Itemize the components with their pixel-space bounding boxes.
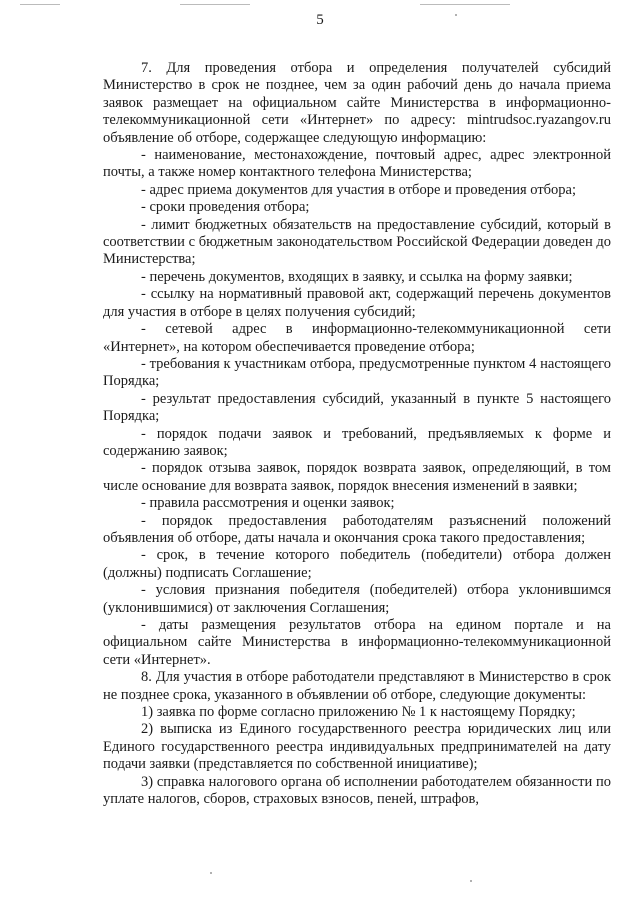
paragraph: - сетевой адрес в информационно-телекоммуникационной сети «Интернет», на котором обеспечивается проведение отбора; bbox=[103, 321, 611, 355]
paragraph: - правила рассмотрения и оценки заявок; bbox=[141, 495, 395, 512]
paragraph: - адрес приема документов для участия в отборе и проведения отбора; bbox=[141, 181, 577, 198]
scan-artifact bbox=[420, 4, 510, 5]
paragraph: - лимит бюджетных обязательств на предоставление субсидий, который в соответствии с бюджетным законодательством Российской Федерации доведен до Министерства; bbox=[103, 216, 611, 268]
paragraph: - ссылку на нормативный правовой акт, содержащий перечень документов для участия в отборе в целях получения субсидий; bbox=[103, 286, 611, 320]
paragraph: - порядок отзыва заявок, порядок возврата заявок, определяющий, в том числе основание для возврата заявок, порядок внесения изменений в заявки; bbox=[103, 460, 611, 494]
paragraph: - результат предоставления субсидий, указанный в пункте 5 настоящего Порядка; bbox=[103, 390, 611, 425]
scan-artifact bbox=[180, 4, 250, 5]
scan-artifact bbox=[20, 4, 60, 5]
paragraph: - срок, в течение которого победитель (победители) отбора должен (должны) подписать Соглашение; bbox=[103, 547, 611, 581]
paragraph: 7. Для проведения отбора и определения получателей субсидий Министерство в срок не позднее, чем за один рабочий день до начала приема заявок размещает на официальном сайте Министерства в информационно-телекоммуникационной сети «Интернет» по адресу: mintrudsoc.ryazangov.ru объявление об отборе, содержащее следующую информацию: bbox=[103, 60, 611, 146]
paragraph: 3) справка налогового органа об исполнении работодателем обязанности по уплате налогов, сборов, страховых взносов, пеней, штрафов, bbox=[103, 773, 611, 808]
paragraph: - сроки проведения отбора; bbox=[141, 199, 310, 216]
paragraph: - перечень документов, входящих в заявку, и ссылка на форму заявки; bbox=[141, 268, 573, 285]
paragraph: - требования к участникам отбора, предусмотренные пунктом 4 настоящего Порядка; bbox=[103, 355, 611, 390]
document-body bbox=[103, 60, 611, 808]
paragraph: 8. Для участия в отборе работодатели представляют в Министерство в срок не позднее срока, указанного в объявлении об отборе, следующие документы: bbox=[103, 669, 611, 703]
paragraph: - порядок подачи заявок и требований, предъявляемых к форме и содержанию заявок; bbox=[103, 425, 611, 459]
scan-artifact bbox=[470, 880, 472, 882]
scan-artifact bbox=[210, 872, 212, 874]
paragraph: - условия признания победителя (победителей) отбора уклонившимся (уклонившимися) от заключения Соглашения; bbox=[103, 582, 611, 616]
paragraph: - наименование, местонахождение, почтовый адрес, адрес электронной почты, а также номер контактного телефона Министерства; bbox=[103, 147, 611, 181]
paragraph: - даты размещения результатов отбора на едином портале и на официальном сайте Министерства в информационно-телекоммуникационной сети «Интернет». bbox=[103, 617, 611, 668]
page-number: 5 bbox=[316, 12, 324, 28]
paragraph: - порядок предоставления работодателям разъяснений положений объявления об отборе, даты начала и окончания срока такого предоставления; bbox=[103, 512, 611, 546]
paragraph: 1) заявка по форме согласно приложению № 1 к настоящему Порядку; bbox=[141, 704, 576, 721]
paragraph: 2) выписка из Единого государственного реестра юридических лиц или Единого государственного реестра индивидуальных предпринимателей на дату подачи заявки (представляется по собственной инициативе); bbox=[103, 721, 611, 773]
